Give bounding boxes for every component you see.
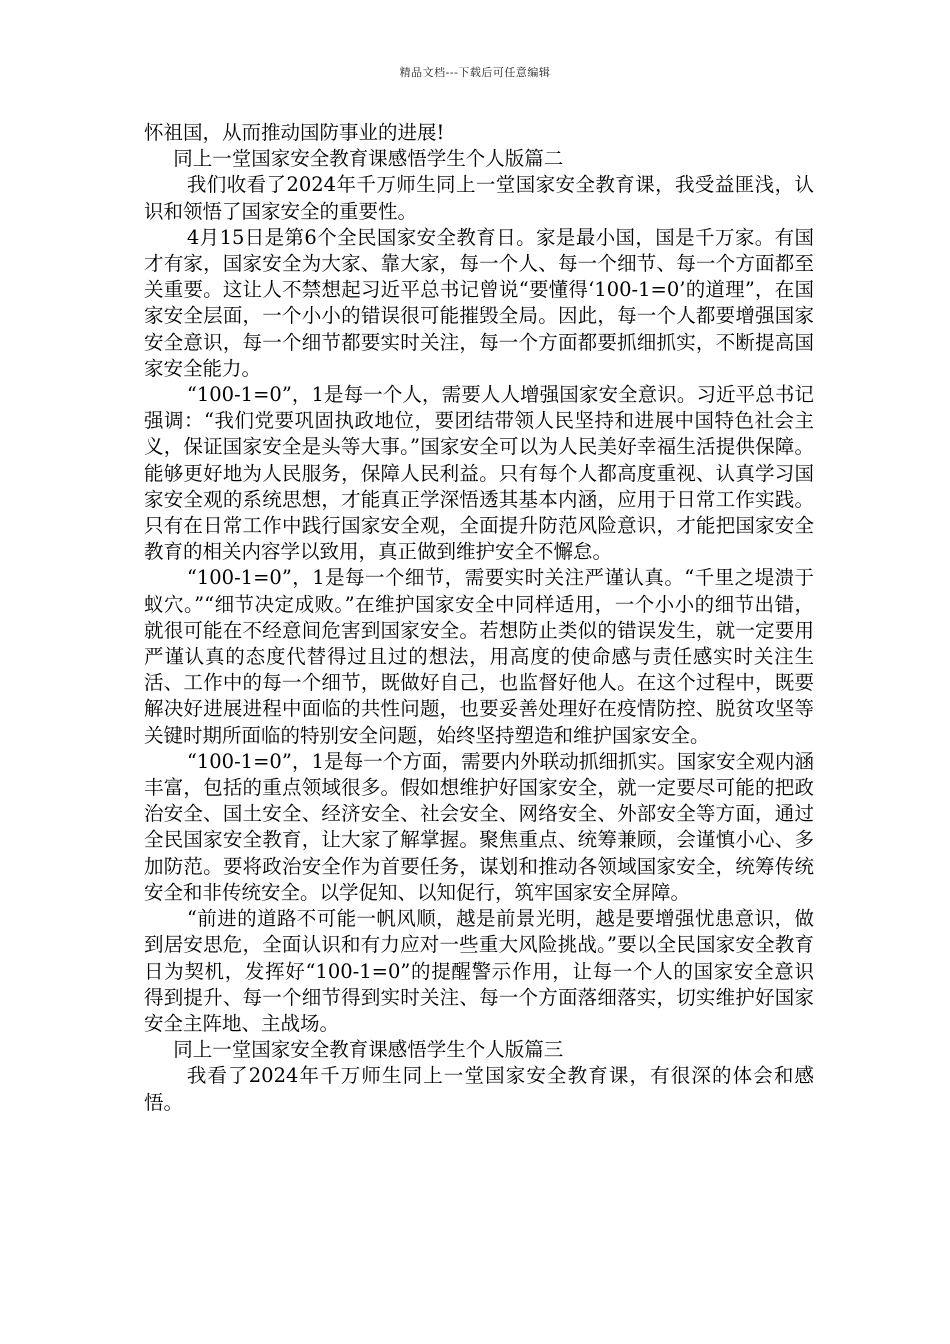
paragraph-3: “100-1=0”，1是每一个人，需要人人增强国家安全意识。习近平总书记强调：“我们党要巩固执政地位，要团结带领人民坚持和进展中国特色社会主义，保证国家安全是头等大事。”国家安全可以为人民美好幸福生活提供保障。能够更好地为人民服务，保障人民利益。只有每个人都高度重视、认真学习国家安全观的系统思想，才能真正学深悟透其基本内涵，应用于日常工作实践。只有在日常工作中践行国家安全观，全面提升防范风险意识，才能把国家安全教育的相关内容学以致用，真正做到维护安全不懈怠。 xyxy=(144,383,814,564)
paragraph-2: 4月15日是第6个全民国家安全教育日。家是最小国，国是千万家。有国才有家，国家安全为大家、靠大家，每一个人、每一个细节、每一个方面都至关重要。这让人不禁想起习近平总书记曾说“要懂得‘100-1=0’的道理”，在国家安全层面，一个小小的错误很可能摧毁全局。因此，每一个人都要增强国家安全意识，每一个细节都要实时关注，每一个方面都要抓细抓实，不断提高国家安全能力。 xyxy=(144,225,814,380)
section-heading-3: 同上一堂国家安全教育课感悟学生个人版篇三 xyxy=(173,1038,564,1062)
paragraph-1: 我们收看了2024年千万师生同上一堂国家安全教育课，我受益匪浅，认识和领悟了国家安全的重要性。 xyxy=(144,173,814,223)
continued-paragraph: 怀祖国，从而推动国防事业的进展! xyxy=(144,121,445,144)
paragraph-5: “100-1=0”，1是每一个方面，需要内外联动抓细抓实。国家安全观内涵丰富，包括的重点领域很多。假如想维护好国家安全，就一定要尽可能的把政治安全、国土安全、经济安全、社会安全、网络安全、外部安全等方面，通过全民国家安全教育，让大家了解掌握。聚焦重点、统筹兼顾，会谨慎小心、多加防范。要将政治安全作为首要任务，谋划和推动各领域国家安全，统筹传统安全和非传统安全。以学促知、以知促行，筑牢国家安全屏障。 xyxy=(144,749,814,904)
paragraph-7: 我看了2024年千万师生同上一堂国家安全教育课，有很深的体会和感悟。 xyxy=(144,1064,814,1114)
page-header: 精品文档---下载后可任意编辑 xyxy=(399,66,551,79)
paragraph-4: “100-1=0”，1是每一个细节，需要实时关注严谨认真。“千里之堤溃于蚁穴。”“细节决定成败。”在维护国家安全中同样适用，一个小小的细节出错，就很可能在不经意间危害到国家安全。若想防止类似的错误发生，就一定要用严谨认真的态度代替得过且过的想法，用高度的使命感与责任感实时关注生活、工作中的每一个细节，既做好自己，也监督好他人。在这个过程中，既要解决好进展进程中面临的共性问题，也要妥善处理好在疫情防控、脱贫攻坚等关键时期所面临的特别安全问题，始终坚持塑造和维护国家安全。 xyxy=(144,566,814,747)
document-body xyxy=(144,120,814,1116)
paragraph-6: “前进的道路不可能一帆风顺，越是前景光明，越是要增强忧患意识，做到居安思危，全面认识和有力应对一些重大风险挑战。”要以全民国家安全教育日为契机，发挥好“100-1=0”的提醒警示作用，让每一个人的国家安全意识得到提升、每一个细节得到实时关注、每一个方面落细落实，切实维护好国家安全主阵地、主战场。 xyxy=(144,907,814,1035)
section-heading-2: 同上一堂国家安全教育课感悟学生个人版篇二 xyxy=(173,147,564,171)
